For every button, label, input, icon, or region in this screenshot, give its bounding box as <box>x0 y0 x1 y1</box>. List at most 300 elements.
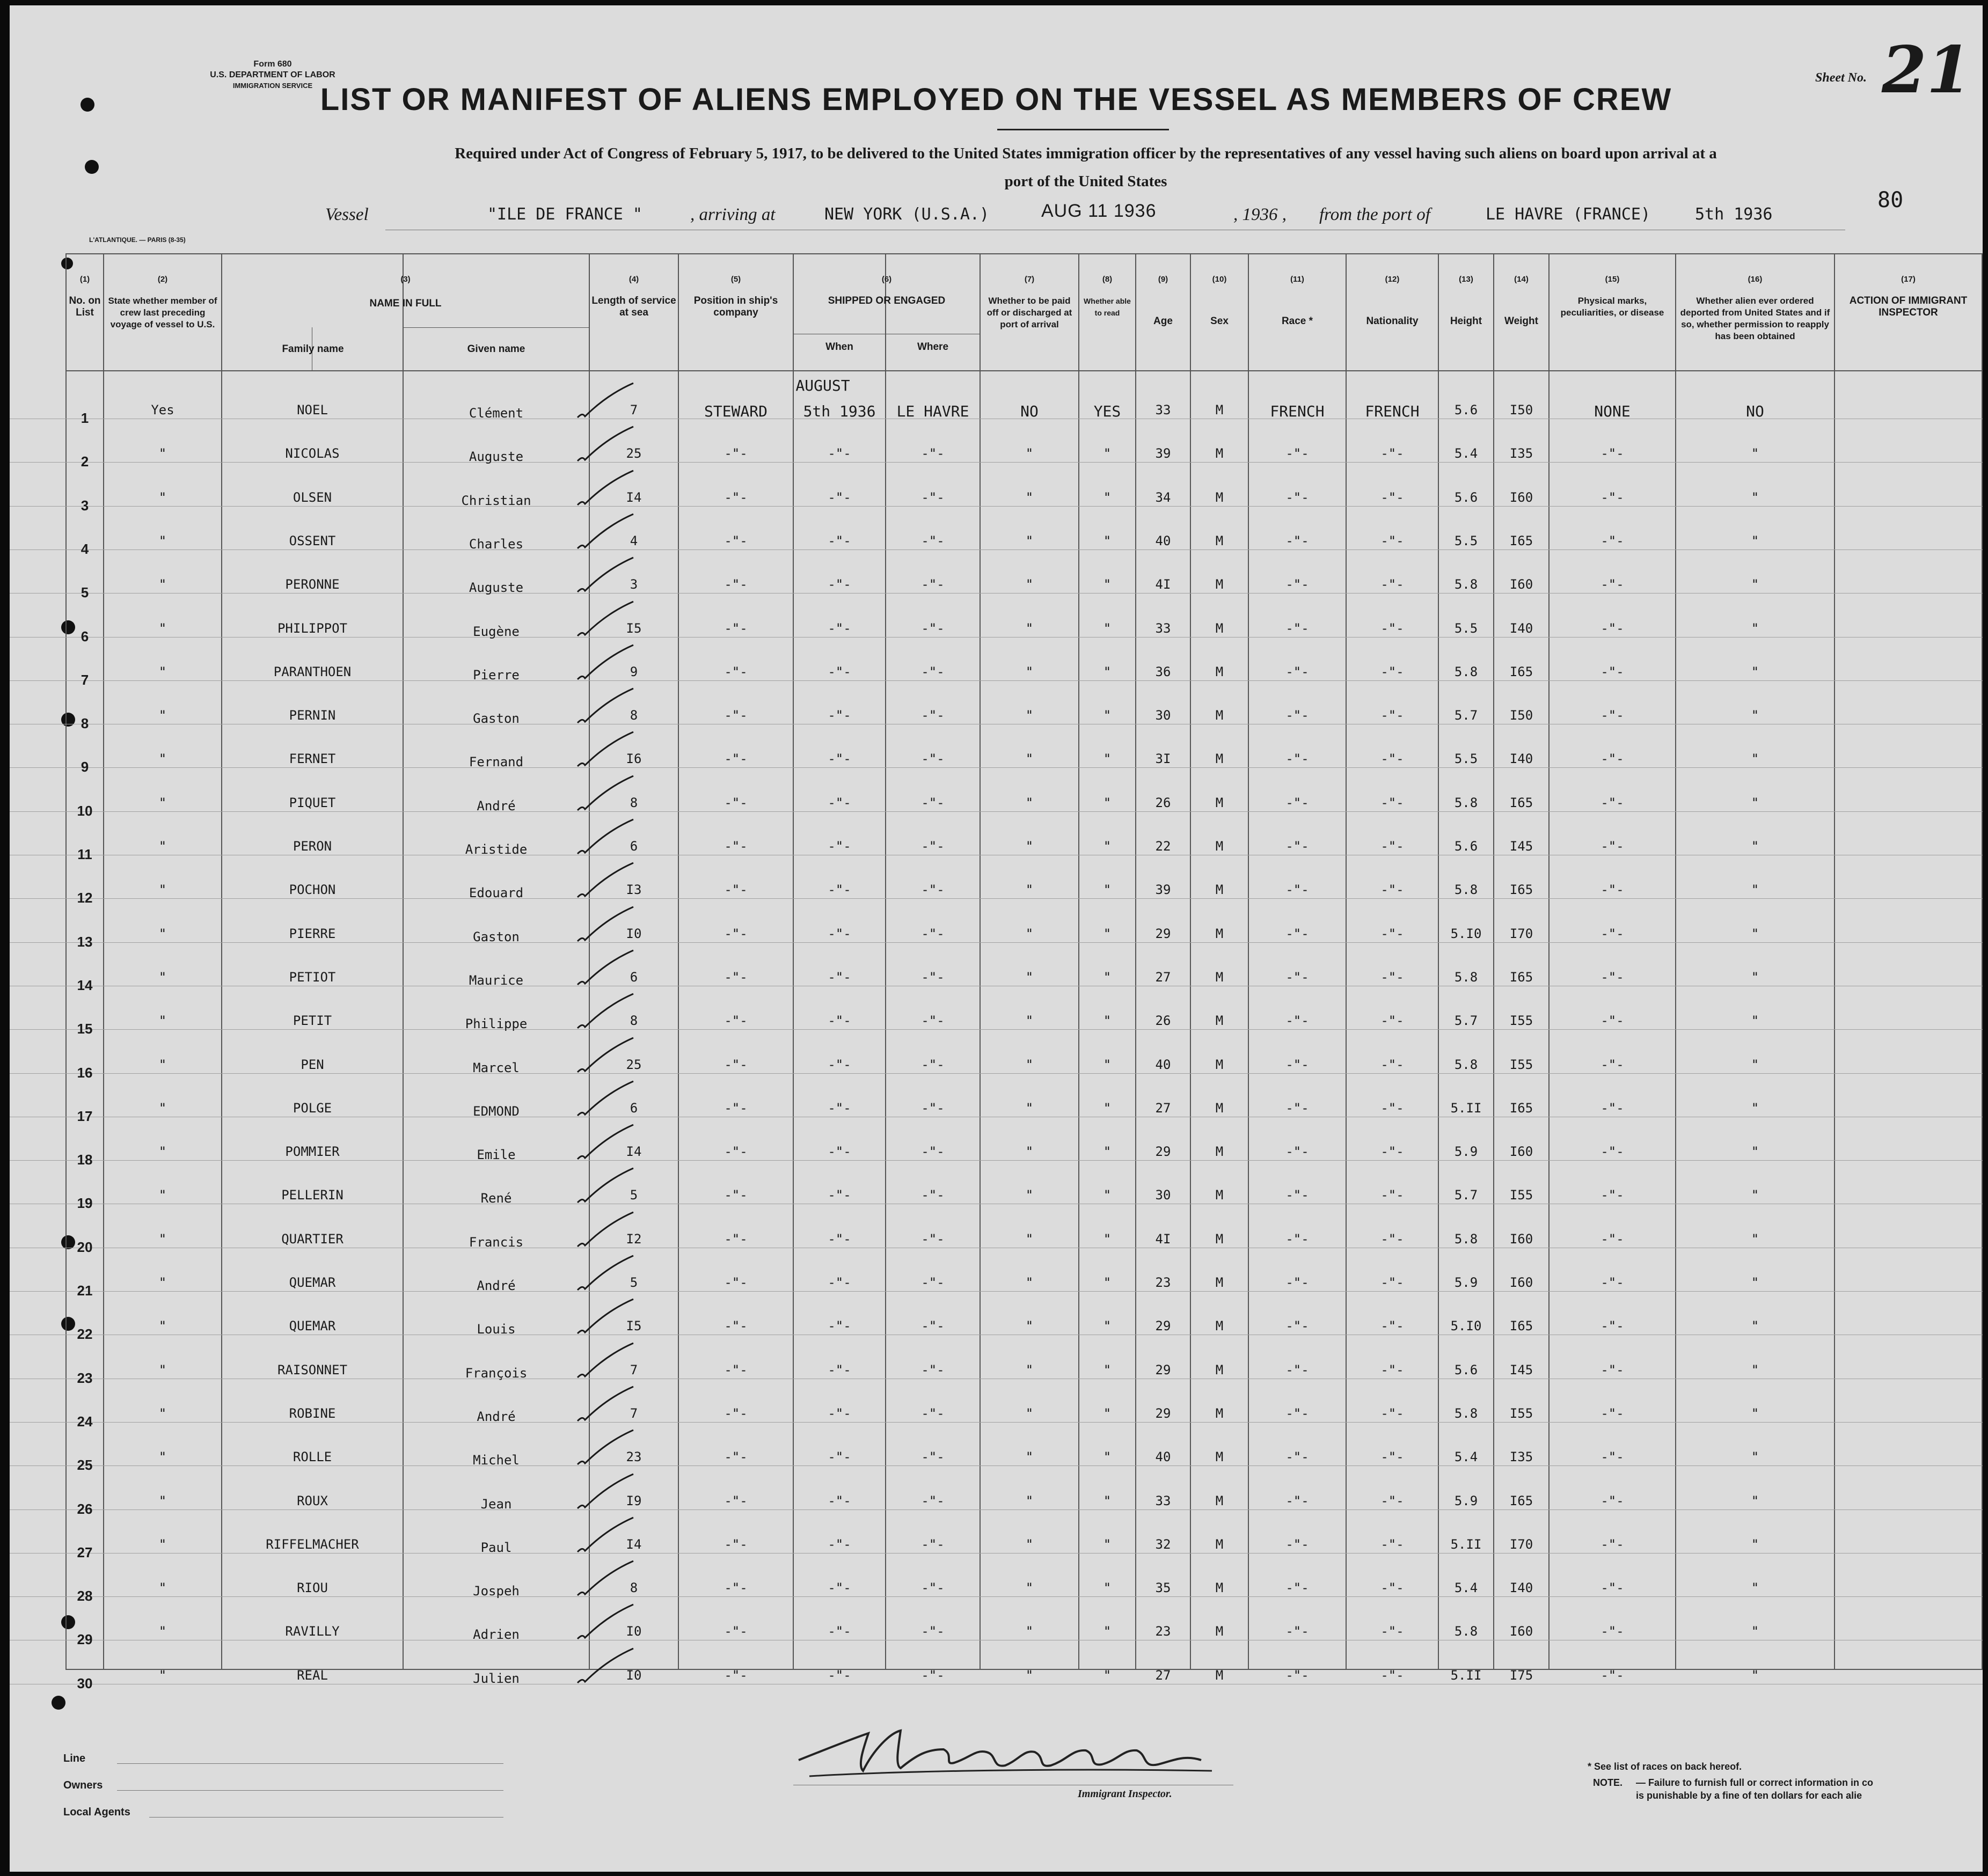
check-mark-icon <box>573 423 643 466</box>
race: -"- <box>1285 969 1309 985</box>
previous-voyage: " <box>158 708 167 723</box>
sex: M <box>1215 402 1224 417</box>
column-number-13: (13) <box>1459 275 1473 284</box>
paid-off: " <box>1025 533 1034 548</box>
race: -"- <box>1285 1493 1309 1508</box>
age: 30 <box>1155 1188 1171 1203</box>
paid-off: " <box>1025 708 1034 723</box>
previous-voyage: " <box>158 795 167 810</box>
previous-voyage: " <box>158 1144 167 1160</box>
column-header-6: SHIPPED OR ENGAGED <box>828 295 946 306</box>
age: 26 <box>1155 1013 1171 1029</box>
table-row <box>10 549 1983 550</box>
nationality: -"- <box>1380 664 1404 679</box>
punch-hole <box>61 1615 75 1629</box>
row-number: 21 <box>77 1283 93 1299</box>
arriving-label: , arriving at <box>690 205 776 224</box>
nationality: -"- <box>1380 1275 1404 1290</box>
sex: M <box>1215 1624 1224 1639</box>
title-underline <box>997 129 1169 130</box>
previous-voyage: Yes <box>151 402 174 417</box>
given-name: EDMOND <box>473 1103 520 1119</box>
race: -"- <box>1285 1318 1309 1334</box>
height: 5.6 <box>1454 489 1478 505</box>
age: 29 <box>1155 1362 1171 1377</box>
row-number: 29 <box>77 1631 93 1648</box>
shipped-where: -"- <box>921 1580 945 1596</box>
shipped-when: -"- <box>828 1580 851 1596</box>
weight: I65 <box>1509 1100 1533 1116</box>
shipped-when: -"- <box>828 1405 851 1421</box>
service-length: 8 <box>630 1013 638 1029</box>
deported: " <box>1751 795 1759 810</box>
given-name: Francis <box>469 1234 524 1250</box>
shipped-month: AUGUST <box>795 377 850 394</box>
given-name: André <box>477 1409 516 1424</box>
given-name: André <box>477 798 516 814</box>
given-name: Philippe <box>465 1016 528 1032</box>
physical-marks: -"- <box>1600 882 1624 898</box>
paid-off: " <box>1025 1449 1034 1465</box>
shipped-where: -"- <box>921 751 945 767</box>
race: -"- <box>1285 1449 1309 1465</box>
paid-off: " <box>1025 1275 1034 1290</box>
race: -"- <box>1285 1057 1309 1072</box>
previous-voyage: " <box>158 1624 167 1639</box>
paid-off: NO <box>1020 402 1039 420</box>
column-header-11: Race * <box>1281 316 1313 327</box>
height: 5.8 <box>1454 795 1478 810</box>
sex: M <box>1215 1405 1224 1421</box>
physical-marks: -"- <box>1600 1188 1624 1203</box>
given-name: André <box>477 1278 516 1293</box>
table-row <box>10 1596 1983 1597</box>
position: STEWARD <box>704 402 768 420</box>
race: -"- <box>1285 795 1309 810</box>
check-mark-icon <box>573 1340 643 1383</box>
shipped-when: -"- <box>828 882 851 898</box>
able-to-read: " <box>1103 1231 1112 1247</box>
position: -"- <box>724 489 748 505</box>
table-top-border <box>66 253 1982 254</box>
able-to-read: " <box>1103 751 1112 767</box>
paid-off: " <box>1025 1493 1034 1508</box>
table-row <box>10 506 1983 507</box>
nationality: -"- <box>1380 1100 1404 1116</box>
height: 5.4 <box>1454 1580 1478 1596</box>
row-number: 14 <box>77 977 93 993</box>
shipped-where: -"- <box>921 446 945 461</box>
age: 32 <box>1155 1536 1171 1552</box>
deported: " <box>1751 1580 1759 1596</box>
position: -"- <box>724 1275 748 1290</box>
column-header-17: ACTION OF IMMIGRANT INSPECTOR <box>1849 295 1968 318</box>
table-row <box>10 462 1983 463</box>
height: 5.8 <box>1454 1405 1478 1421</box>
check-mark-icon <box>573 773 643 816</box>
row-number: 11 <box>77 846 92 862</box>
previous-voyage: " <box>158 969 167 985</box>
column-number-17: (17) <box>1901 275 1916 284</box>
physical-marks: -"- <box>1600 969 1624 985</box>
shipped-where: -"- <box>921 1100 945 1116</box>
race: -"- <box>1285 1275 1309 1290</box>
row-number: 8 <box>81 715 89 732</box>
shipped-where: -"- <box>921 1231 945 1247</box>
shipped-where: -"- <box>921 1057 945 1072</box>
table-row <box>10 1422 1983 1423</box>
given-name: Eugène <box>473 624 520 639</box>
page-number: 80 <box>1877 188 1904 212</box>
sex: M <box>1215 795 1224 810</box>
position: -"- <box>724 708 748 723</box>
weight: I70 <box>1509 1536 1533 1552</box>
able-to-read: " <box>1103 839 1112 854</box>
deported: " <box>1751 620 1759 636</box>
height: 5.II <box>1450 1667 1482 1683</box>
nationality: -"- <box>1380 751 1404 767</box>
service-length: 25 <box>626 1057 642 1072</box>
sex: M <box>1215 751 1224 767</box>
given-name: Aristide <box>465 842 528 857</box>
race: -"- <box>1285 708 1309 723</box>
able-to-read: " <box>1103 446 1112 461</box>
nationality: -"- <box>1380 708 1404 723</box>
family-name: PERNIN <box>289 708 336 723</box>
check-mark-icon <box>573 1601 643 1644</box>
previous-voyage: " <box>158 1536 167 1552</box>
inspector-signature <box>793 1717 1233 1787</box>
sex: M <box>1215 1188 1224 1203</box>
height: 5.8 <box>1454 1057 1478 1072</box>
able-to-read: " <box>1103 1100 1112 1116</box>
sex: M <box>1215 664 1224 679</box>
sex: M <box>1215 1362 1224 1377</box>
previous-voyage: " <box>158 1405 167 1421</box>
table-row <box>10 767 1983 768</box>
able-to-read: " <box>1103 1057 1112 1072</box>
shipped-when: -"- <box>828 1624 851 1639</box>
previous-voyage: " <box>158 664 167 679</box>
line-label: Line <box>63 1753 86 1764</box>
check-mark-icon <box>573 1514 643 1557</box>
nationality: -"- <box>1380 489 1404 505</box>
physical-marks: -"- <box>1600 533 1624 548</box>
given-name: Clément <box>469 406 524 421</box>
paid-off: " <box>1025 926 1034 941</box>
family-name: ROUX <box>297 1493 328 1508</box>
paid-off: " <box>1025 620 1034 636</box>
given-name: Maurice <box>469 972 524 988</box>
owners-field[interactable] <box>117 1790 503 1791</box>
able-to-read: " <box>1103 1667 1112 1683</box>
deported: " <box>1751 882 1759 898</box>
race: -"- <box>1285 620 1309 636</box>
shipped-when: 5th 1936 <box>803 402 876 420</box>
row-number: 9 <box>81 759 89 775</box>
given-name: Jean <box>480 1496 512 1512</box>
previous-voyage: " <box>158 1493 167 1508</box>
age: 40 <box>1155 1449 1171 1465</box>
shipped-where: LE HAVRE <box>896 402 969 420</box>
check-mark-icon <box>573 1427 643 1470</box>
row-number: 30 <box>77 1675 93 1691</box>
shipped-where: -"- <box>921 489 945 505</box>
row-number: 3 <box>81 497 89 514</box>
document-title: LIST OR MANIFEST OF ALIENS EMPLOYED ON THE VESSEL AS MEMBERS OF CREW <box>320 82 1672 117</box>
nationality: -"- <box>1380 620 1404 636</box>
sex: M <box>1215 446 1224 461</box>
race: -"- <box>1285 1144 1309 1160</box>
age: 34 <box>1155 489 1171 505</box>
weight: I65 <box>1509 969 1533 985</box>
table-row <box>10 1509 1983 1510</box>
shipped-when: -"- <box>828 1057 851 1072</box>
weight: I50 <box>1509 708 1533 723</box>
check-mark-icon <box>573 1383 643 1426</box>
nationality: -"- <box>1380 1580 1404 1596</box>
age: 35 <box>1155 1580 1171 1596</box>
family-name: QUARTIER <box>281 1231 343 1247</box>
row-number: 28 <box>77 1588 93 1604</box>
family-name: QUEMAR <box>289 1275 336 1290</box>
nationality: -"- <box>1380 1667 1404 1683</box>
physical-marks: -"- <box>1600 664 1624 679</box>
height: 5.6 <box>1454 1362 1478 1377</box>
weight: I60 <box>1509 1275 1533 1290</box>
shipped-where: -"- <box>921 1667 945 1683</box>
weight: I55 <box>1509 1057 1533 1072</box>
where-header: Where <box>917 341 949 353</box>
nationality: -"- <box>1380 882 1404 898</box>
previous-voyage: " <box>158 577 167 592</box>
shipped-when: -"- <box>828 839 851 854</box>
family-name: ROLLE <box>293 1449 332 1465</box>
deported: NO <box>1746 402 1764 420</box>
race: -"- <box>1285 751 1309 767</box>
family-name: QUEMAR <box>289 1318 336 1334</box>
row-number: 13 <box>77 933 93 950</box>
column-number-14: (14) <box>1514 275 1529 284</box>
shipped-when: -"- <box>828 533 851 548</box>
service-length: 8 <box>630 1580 638 1596</box>
column-header-4: Length of service at sea <box>591 295 676 318</box>
shipped-when: -"- <box>828 969 851 985</box>
manifest-sheet <box>10 5 1983 1872</box>
position: -"- <box>724 839 748 854</box>
physical-marks: -"- <box>1600 751 1624 767</box>
sex: M <box>1215 1667 1224 1683</box>
port-of-departure: LE HAVRE (FRANCE) <box>1486 205 1651 224</box>
check-mark-icon <box>573 1122 643 1164</box>
race: -"- <box>1285 1536 1309 1552</box>
paid-off: " <box>1025 1057 1034 1072</box>
given-name: Charles <box>469 536 524 552</box>
column-number-6: (6) <box>881 275 892 284</box>
shipped-where: -"- <box>921 1013 945 1029</box>
subheader-rule <box>403 327 589 328</box>
shipped-when: -"- <box>828 1188 851 1203</box>
family-name-header: Family name <box>282 343 344 355</box>
position: -"- <box>724 1667 748 1683</box>
physical-marks: -"- <box>1600 1100 1624 1116</box>
weight: I55 <box>1509 1405 1533 1421</box>
paid-off: " <box>1025 1318 1034 1334</box>
nationality: FRENCH <box>1365 402 1420 420</box>
line-field[interactable] <box>117 1763 503 1764</box>
service-length: I2 <box>626 1231 642 1247</box>
row-number: 25 <box>77 1457 93 1474</box>
able-to-read: " <box>1103 664 1112 679</box>
shipped-when: -"- <box>828 489 851 505</box>
check-mark-icon <box>573 904 643 947</box>
given-name: Gaston <box>473 929 520 944</box>
check-mark-icon <box>573 1296 643 1339</box>
family-name: PEN <box>301 1057 324 1072</box>
race: -"- <box>1285 446 1309 461</box>
able-to-read: " <box>1103 969 1112 985</box>
service-length: 5 <box>630 1188 638 1203</box>
shipped-where: -"- <box>921 1405 945 1421</box>
deported: " <box>1751 839 1759 854</box>
paid-off: " <box>1025 1362 1034 1377</box>
shipped-where: -"- <box>921 795 945 810</box>
previous-voyage: " <box>158 1318 167 1334</box>
age: 29 <box>1155 1144 1171 1160</box>
position: -"- <box>724 969 748 985</box>
paid-off: " <box>1025 1188 1034 1203</box>
shipped-where: -"- <box>921 1318 945 1334</box>
column-number-9: (9) <box>1158 275 1168 284</box>
sex: M <box>1215 1144 1224 1160</box>
given-name: Jospeh <box>473 1584 520 1599</box>
family-name: POCHON <box>289 882 336 898</box>
table-row <box>10 942 1983 943</box>
physical-marks: -"- <box>1600 1231 1624 1247</box>
position: -"- <box>724 1493 748 1508</box>
able-to-read: " <box>1103 926 1112 941</box>
nationality: -"- <box>1380 1318 1404 1334</box>
weight: I35 <box>1509 1449 1533 1465</box>
weight: I65 <box>1509 1493 1533 1508</box>
weight: I65 <box>1509 1318 1533 1334</box>
sex: M <box>1215 620 1224 636</box>
column-number-15: (15) <box>1605 275 1620 284</box>
shipped-when: -"- <box>828 664 851 679</box>
row-number: 23 <box>77 1369 93 1386</box>
deported: " <box>1751 926 1759 941</box>
family-name: PELLERIN <box>281 1188 343 1203</box>
row-number: 10 <box>77 802 93 819</box>
position: -"- <box>724 1449 748 1465</box>
row-number: 6 <box>81 628 89 644</box>
sex: M <box>1215 1580 1224 1596</box>
position: -"- <box>724 1231 748 1247</box>
able-to-read: " <box>1103 795 1112 810</box>
shipped-when: -"- <box>828 1493 851 1508</box>
shipped-when: -"- <box>828 620 851 636</box>
height: 5.9 <box>1454 1275 1478 1290</box>
physical-marks: -"- <box>1600 489 1624 505</box>
column-number-2: (2) <box>157 275 168 284</box>
race: -"- <box>1285 577 1309 592</box>
age: 22 <box>1155 839 1171 854</box>
able-to-read: " <box>1103 533 1112 548</box>
when-header: When <box>825 341 853 353</box>
weight: I35 <box>1509 446 1533 461</box>
check-mark-icon <box>573 1035 643 1078</box>
shipped-where: -"- <box>921 926 945 941</box>
column-header-2: State whether member of crew last preceding voyage of vessel to U.S. <box>108 296 217 329</box>
service-length: I5 <box>626 620 642 636</box>
paid-off: " <box>1025 795 1034 810</box>
column-number-1: (1) <box>79 275 90 284</box>
subtitle-line-1: Required under Act of Congress of February 5, 1917, to be delivered to the United States immigration officer by the representatives of any vessel having such aliens on board upon arrival at a <box>455 145 1717 162</box>
physical-marks: -"- <box>1600 620 1624 636</box>
deported: " <box>1751 1493 1759 1508</box>
age: 33 <box>1155 402 1171 417</box>
shipped-when: -"- <box>828 708 851 723</box>
nationality: -"- <box>1380 969 1404 985</box>
race: -"- <box>1285 882 1309 898</box>
height: 5.4 <box>1454 1449 1478 1465</box>
shipped-when: -"- <box>828 1667 851 1683</box>
height: 5.II <box>1450 1100 1482 1116</box>
sex: M <box>1215 926 1224 941</box>
previous-voyage: " <box>158 1057 167 1072</box>
height: 5.9 <box>1454 1144 1478 1160</box>
position: -"- <box>724 1013 748 1029</box>
position: -"- <box>724 795 748 810</box>
service-length: I0 <box>626 1624 642 1639</box>
nationality: -"- <box>1380 1624 1404 1639</box>
check-mark-icon <box>573 685 643 728</box>
family-name: POLGE <box>293 1100 332 1116</box>
column-number-4: (4) <box>628 275 639 284</box>
owners-label: Owners <box>63 1779 103 1791</box>
column-header-16: Whether alien ever ordered deported from United States and if so, whether permission to reapply has been obtained <box>1680 296 1830 341</box>
check-mark-icon <box>573 1078 643 1121</box>
able-to-read: " <box>1103 1405 1112 1421</box>
year-field: , 1936 , <box>1233 205 1287 224</box>
given-name: Michel <box>473 1453 520 1468</box>
deported: " <box>1751 1231 1759 1247</box>
age: 4I <box>1155 1231 1171 1247</box>
shipped-when: -"- <box>828 1231 851 1247</box>
check-mark-icon <box>573 991 643 1034</box>
deported: " <box>1751 1667 1759 1683</box>
from-port-label: from the port of <box>1319 205 1430 224</box>
form-number: Form 680 <box>253 60 292 69</box>
local-agents-field[interactable] <box>149 1817 503 1818</box>
able-to-read: " <box>1103 620 1112 636</box>
given-name: Edouard <box>469 885 524 901</box>
able-to-read: " <box>1103 1275 1112 1290</box>
given-name: René <box>480 1191 512 1206</box>
paid-off: " <box>1025 1405 1034 1421</box>
column-header-13: Height <box>1450 316 1482 327</box>
sex: M <box>1215 969 1224 985</box>
physical-marks: -"- <box>1600 1013 1624 1029</box>
physical-marks: -"- <box>1600 1536 1624 1552</box>
previous-voyage: " <box>158 1013 167 1029</box>
row-number: 2 <box>81 453 89 470</box>
column-number-10: (10) <box>1212 275 1227 284</box>
row-number: 4 <box>81 540 89 557</box>
weight: I70 <box>1509 926 1533 941</box>
sex: M <box>1215 489 1224 505</box>
service-length: 9 <box>630 664 638 679</box>
